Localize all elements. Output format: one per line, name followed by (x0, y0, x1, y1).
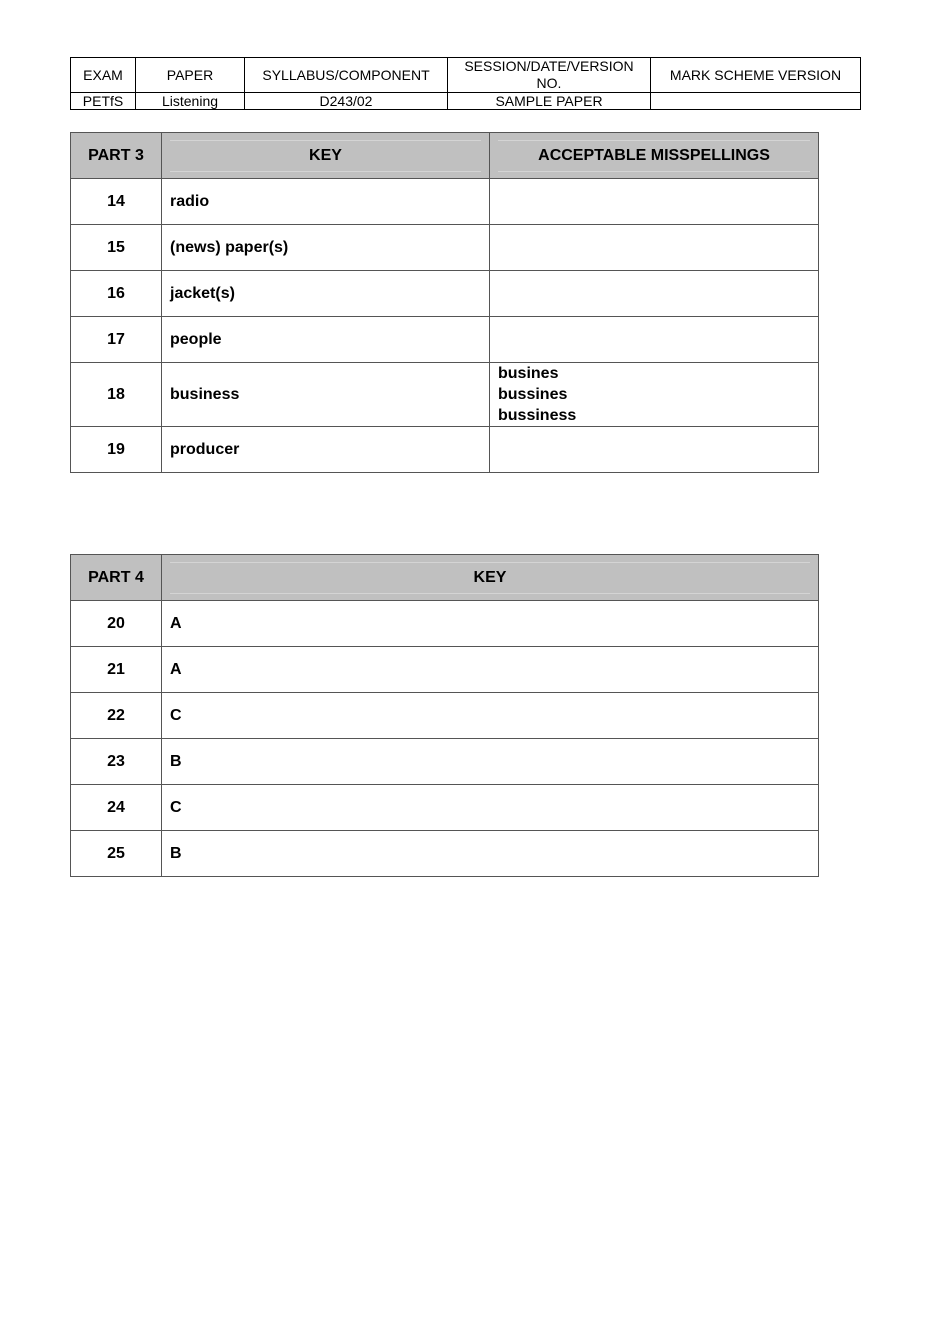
part3-answer-key-table (70, 132, 819, 473)
answer-key: B (162, 831, 819, 877)
part4-key-header: KEY (162, 555, 819, 601)
paper-column-header: PAPER (136, 58, 245, 93)
table-row (71, 317, 819, 363)
exam-value: PETfS (71, 93, 136, 110)
acceptable-misspellings (490, 225, 819, 271)
table-row (71, 785, 819, 831)
part3-misspellings-header: ACCEPTABLE MISSPELLINGS (490, 133, 819, 179)
misspelling: bussines (498, 386, 568, 403)
question-number: 25 (71, 831, 162, 877)
question-number: 24 (71, 785, 162, 831)
session-value: SAMPLE PAPER (448, 93, 651, 110)
answer-key: people (162, 317, 490, 363)
table-row (71, 225, 819, 271)
part3-key-header: KEY (162, 133, 490, 179)
question-number: 16 (71, 271, 162, 317)
table-row (71, 831, 819, 877)
acceptable-misspellings (490, 317, 819, 363)
acceptable-misspellings (490, 271, 819, 317)
misspelling: bussiness (498, 407, 577, 424)
table-row (71, 647, 819, 693)
part4-answer-key-table (70, 554, 819, 877)
question-number: 19 (71, 427, 162, 473)
table-row (71, 739, 819, 785)
table-row (71, 693, 819, 739)
question-number: 20 (71, 601, 162, 647)
exam-info-header-row (71, 58, 861, 93)
table-row (71, 601, 819, 647)
syllabus-value: D243/02 (245, 93, 448, 110)
acceptable-misspellings (490, 179, 819, 225)
part3-header-row (71, 133, 819, 179)
answer-key: jacket(s) (162, 271, 490, 317)
question-number: 18 (71, 363, 162, 427)
part3-part-header: PART 3 (71, 133, 162, 179)
syllabus-column-header: SYLLABUS/COMPONENT (245, 58, 448, 93)
answer-key: A (162, 647, 819, 693)
answer-key: producer (162, 427, 490, 473)
answer-key: B (162, 739, 819, 785)
table-row (71, 363, 819, 427)
table-row (71, 179, 819, 225)
exam-column-header: EXAM (71, 58, 136, 93)
part4-part-header: PART 4 (71, 555, 162, 601)
answer-key: radio (162, 179, 490, 225)
answer-key: C (162, 785, 819, 831)
paper-value: Listening (136, 93, 245, 110)
misspelling: busines (498, 365, 559, 382)
question-number: 17 (71, 317, 162, 363)
question-number: 23 (71, 739, 162, 785)
mark-scheme-version-value (651, 93, 861, 110)
answer-key: A (162, 601, 819, 647)
table-row (71, 427, 819, 473)
question-number: 15 (71, 225, 162, 271)
mark-scheme-version-column-header: MARK SCHEME VERSION (651, 58, 861, 93)
question-number: 22 (71, 693, 162, 739)
part4-header-row (71, 555, 819, 601)
table-row (71, 271, 819, 317)
question-number: 14 (71, 179, 162, 225)
answer-key: (news) paper(s) (162, 225, 490, 271)
session-column-header: SESSION/DATE/VERSION NO. (448, 58, 651, 93)
acceptable-misspellings (490, 427, 819, 473)
exam-info-value-row (71, 93, 861, 110)
exam-info-table (70, 57, 861, 110)
acceptable-misspellings (490, 363, 819, 427)
answer-key: C (162, 693, 819, 739)
answer-key: business (162, 363, 490, 427)
question-number: 21 (71, 647, 162, 693)
